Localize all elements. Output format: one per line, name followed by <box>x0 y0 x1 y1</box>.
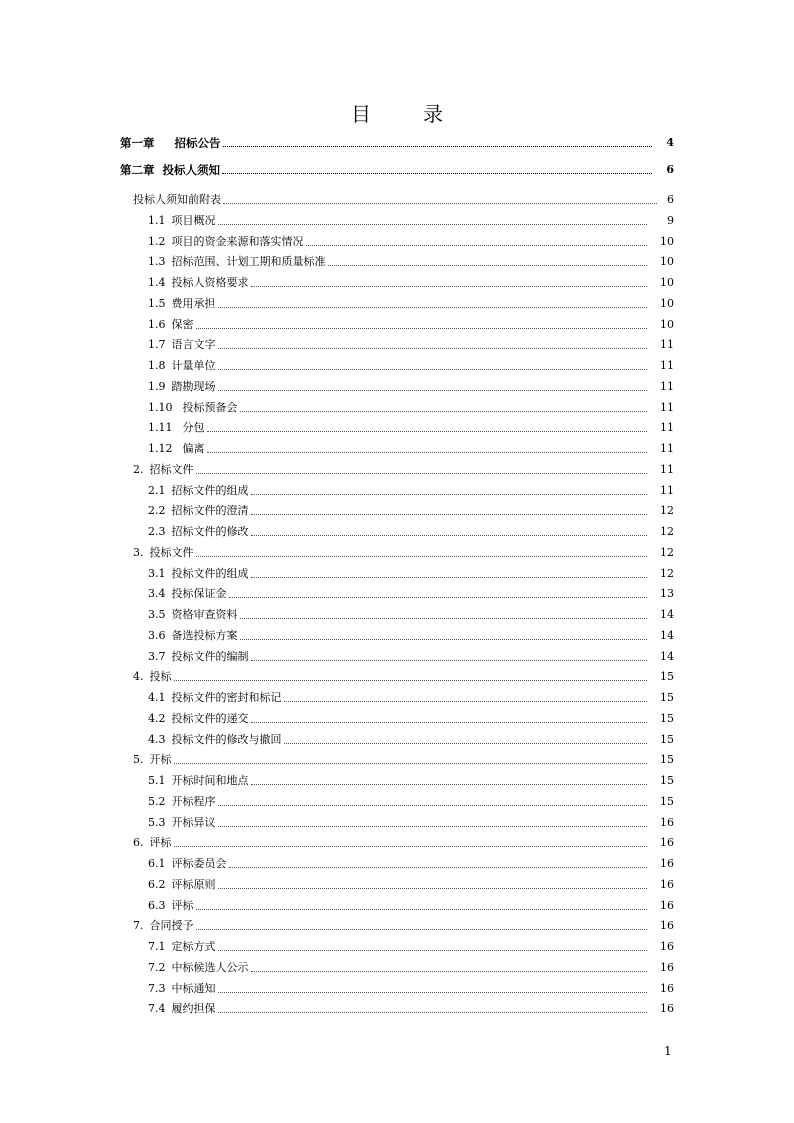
toc-section[interactable] <box>133 753 674 767</box>
entry-number: 3.5 <box>148 608 166 621</box>
entry-number: 1.6 <box>148 318 166 331</box>
entry-heading <box>148 401 240 415</box>
dot-leader <box>196 556 648 557</box>
dot-leader <box>218 369 648 370</box>
chapter-label: 第二章 <box>120 163 155 177</box>
entry-page-number: 12 <box>660 546 674 559</box>
entry-page-number: 10 <box>660 255 674 268</box>
entry-heading <box>148 380 218 394</box>
entry-heading <box>148 774 251 788</box>
entry-heading <box>133 546 196 560</box>
dot-leader <box>218 950 648 951</box>
entry-number: 5.3 <box>148 816 166 829</box>
entry-page-number: 11 <box>660 442 674 455</box>
chapter-page-number: 4 <box>666 136 674 149</box>
entry-page-number: 16 <box>660 836 674 849</box>
dot-leader <box>223 146 653 147</box>
entry-page-number: 6 <box>667 193 674 206</box>
dot-leader <box>229 867 648 868</box>
toc-subsection[interactable] <box>148 899 674 913</box>
entry-number: 4. <box>133 670 144 683</box>
toc-subsection[interactable] <box>148 484 674 498</box>
entry-heading <box>148 255 328 269</box>
entry-title: 评标 <box>149 836 172 849</box>
entry-title: 评标原则 <box>171 878 216 891</box>
entry-heading <box>148 318 196 332</box>
entry-heading <box>148 733 284 747</box>
toc-subsection[interactable] <box>148 712 674 726</box>
toc-subsection[interactable] <box>148 816 674 830</box>
toc-subsection[interactable] <box>148 1002 674 1016</box>
toc-section[interactable] <box>133 836 674 850</box>
dot-leader <box>218 390 648 391</box>
entry-page-number: 16 <box>660 899 674 912</box>
toc-title-left: 目 <box>351 102 371 126</box>
dot-leader <box>251 514 648 515</box>
entry-title: 资格审查资料 <box>171 608 238 621</box>
entry-number: 6. <box>133 836 144 849</box>
entry-title: 开标异议 <box>171 816 216 829</box>
entry-heading <box>148 484 251 498</box>
entry-page-number: 15 <box>660 774 674 787</box>
entry-page-number: 16 <box>660 857 674 870</box>
entry-number: 7.2 <box>148 961 166 974</box>
entry-number: 7.3 <box>148 982 166 995</box>
dot-leader <box>240 411 648 412</box>
entry-title: 投标保证金 <box>171 587 227 600</box>
dot-leader <box>174 846 648 847</box>
entry-number: 1.3 <box>148 255 166 268</box>
entry-title: 投标文件的组成 <box>171 567 249 580</box>
dot-leader <box>196 473 648 474</box>
dot-leader <box>196 909 648 910</box>
entry-page-number: 15 <box>660 691 674 704</box>
toc-subsection[interactable] <box>148 380 674 394</box>
toc-subsection[interactable] <box>148 318 674 332</box>
toc-section[interactable] <box>133 919 674 933</box>
entry-number: 6.2 <box>148 878 166 891</box>
entry-heading <box>148 567 251 581</box>
toc-subsection[interactable] <box>148 961 674 975</box>
entry-heading <box>148 214 218 228</box>
entry-number: 5.1 <box>148 774 166 787</box>
entry-number: 7. <box>133 919 144 932</box>
toc-title-right: 录 <box>423 102 443 126</box>
dot-leader <box>240 618 648 619</box>
entry-page-number: 13 <box>660 587 674 600</box>
toc-section[interactable] <box>133 463 674 477</box>
toc-subsection[interactable] <box>148 940 674 954</box>
entry-heading <box>148 297 218 311</box>
toc-subsection[interactable] <box>148 629 674 643</box>
entry-heading <box>148 525 251 539</box>
entry-heading <box>148 961 251 975</box>
entry-page-number: 14 <box>660 650 674 663</box>
entry-title: 计量单位 <box>171 359 216 372</box>
dot-leader <box>284 743 648 744</box>
entry-page-number: 11 <box>660 380 674 393</box>
entry-number: 1.10 <box>148 401 173 414</box>
entry-title: 项目概况 <box>171 214 216 227</box>
entry-heading <box>133 193 223 207</box>
entry-number: 4.1 <box>148 691 166 704</box>
toc-subsection[interactable] <box>148 650 674 664</box>
chapter-label: 第一章 <box>120 136 155 150</box>
entry-page-number: 10 <box>660 235 674 248</box>
toc-subsection[interactable] <box>148 795 674 809</box>
dot-leader <box>218 805 648 806</box>
entry-title: 投标文件的编制 <box>171 650 249 663</box>
dot-leader <box>222 173 652 174</box>
entry-page-number: 16 <box>660 1002 674 1015</box>
entry-heading <box>148 691 284 705</box>
entry-number: 2.1 <box>148 484 166 497</box>
toc-section[interactable] <box>133 670 674 684</box>
entry-page-number: 14 <box>660 608 674 621</box>
dot-leader <box>229 597 648 598</box>
toc-subsection[interactable] <box>148 525 674 539</box>
toc-subsection[interactable] <box>148 504 674 518</box>
entry-page-number: 15 <box>660 733 674 746</box>
toc-subsection[interactable] <box>148 421 674 435</box>
chapter-heading <box>120 163 222 177</box>
entry-page-number: 16 <box>660 878 674 891</box>
entry-title: 招标文件 <box>149 463 194 476</box>
chapter-title: 招标公告 <box>174 136 221 150</box>
entry-page-number: 9 <box>667 214 674 227</box>
entry-heading <box>148 899 196 913</box>
chapter-heading <box>120 136 223 150</box>
toc-subsection[interactable] <box>148 857 674 871</box>
entry-heading <box>148 276 251 290</box>
dot-leader <box>251 286 648 287</box>
entry-page-number: 12 <box>660 504 674 517</box>
entry-number: 3.7 <box>148 650 166 663</box>
entry-heading <box>148 338 218 352</box>
entry-number: 4.3 <box>148 733 166 746</box>
entry-number: 6.1 <box>148 857 166 870</box>
dot-leader <box>218 307 648 308</box>
dot-leader <box>207 452 648 453</box>
entry-number: 1.8 <box>148 359 166 372</box>
toc-subsection[interactable] <box>148 587 674 601</box>
dot-leader <box>218 888 648 889</box>
dot-leader <box>196 328 648 329</box>
toc-subsection[interactable] <box>148 338 674 352</box>
entry-title: 中标通知 <box>171 982 216 995</box>
entry-page-number: 11 <box>660 359 674 372</box>
entry-heading <box>148 816 218 830</box>
entry-heading <box>148 629 240 643</box>
entry-title: 费用承担 <box>171 297 216 310</box>
entry-number: 1.1 <box>148 214 166 227</box>
dot-leader <box>218 1012 648 1013</box>
entry-number: 3.6 <box>148 629 166 642</box>
entry-title: 投标文件的密封和标记 <box>171 691 282 704</box>
dot-leader <box>284 701 648 702</box>
toc-subsection[interactable] <box>148 774 674 788</box>
entry-heading <box>148 982 218 996</box>
dot-leader <box>218 826 648 827</box>
entry-heading <box>148 442 207 456</box>
entry-heading <box>148 235 306 249</box>
entry-number: 6.3 <box>148 899 166 912</box>
entry-title: 中标候选人公示 <box>171 961 249 974</box>
entry-number: 5.2 <box>148 795 166 808</box>
entry-heading <box>148 857 229 871</box>
toc-section[interactable] <box>133 546 674 560</box>
toc-subsection[interactable] <box>148 878 674 892</box>
entry-page-number: 11 <box>660 338 674 351</box>
toc-subsection[interactable] <box>148 401 674 415</box>
entry-page-number: 11 <box>660 401 674 414</box>
entry-title: 投标文件的修改与撤回 <box>171 733 282 746</box>
entry-number: 1.12 <box>148 442 173 455</box>
entry-title: 项目的资金来源和落实情况 <box>171 235 304 248</box>
toc-entry-appendix[interactable] <box>133 193 674 207</box>
entry-title: 投标预备会 <box>182 401 238 414</box>
entry-number: 1.7 <box>148 338 166 351</box>
entry-number: 1.11 <box>148 421 173 434</box>
entry-page-number: 16 <box>660 919 674 932</box>
dot-leader <box>251 577 648 578</box>
entry-heading <box>133 753 174 767</box>
entry-page-number: 16 <box>660 961 674 974</box>
entry-title: 投标文件 <box>149 546 194 559</box>
dot-leader <box>218 992 648 993</box>
entry-title: 备选投标方案 <box>171 629 238 642</box>
entry-number: 3. <box>133 546 144 559</box>
entry-heading <box>133 463 196 477</box>
dot-leader <box>251 722 648 723</box>
entry-heading <box>148 608 240 622</box>
entry-number: 2.3 <box>148 525 166 538</box>
entry-number: 7.4 <box>148 1002 166 1015</box>
entry-page-number: 16 <box>660 940 674 953</box>
dot-leader <box>328 265 648 266</box>
dot-leader <box>207 431 648 432</box>
entry-number: 1.9 <box>148 380 166 393</box>
entry-title: 开标时间和地点 <box>171 774 249 787</box>
entry-number: 7.1 <box>148 940 166 953</box>
entry-page-number: 15 <box>660 753 674 766</box>
entry-number: 1.2 <box>148 235 166 248</box>
entry-page-number: 15 <box>660 712 674 725</box>
toc-subsection[interactable] <box>148 276 674 290</box>
entry-heading <box>133 670 174 684</box>
page-number: 1 <box>664 1044 672 1058</box>
toc-subsection[interactable] <box>148 982 674 996</box>
entry-heading <box>133 919 196 933</box>
entry-heading <box>148 504 251 518</box>
entry-title: 履约担保 <box>171 1002 216 1015</box>
entry-page-number: 16 <box>660 982 674 995</box>
entry-title: 偏离 <box>182 442 205 455</box>
chapter-page-number: 6 <box>666 163 674 176</box>
entry-heading <box>148 878 218 892</box>
entry-title: 分包 <box>182 421 205 434</box>
toc-subsection[interactable] <box>148 235 674 249</box>
entry-title: 招标范围、计划工期和质量标准 <box>171 255 326 268</box>
entry-heading <box>148 421 207 435</box>
entry-heading <box>148 359 218 373</box>
entry-title: 定标方式 <box>171 940 216 953</box>
toc-chapter[interactable] <box>120 136 674 150</box>
dot-leader <box>174 680 648 681</box>
entry-heading <box>133 836 174 850</box>
entry-heading <box>148 587 229 601</box>
entry-title: 评标委员会 <box>171 857 227 870</box>
toc-subsection[interactable] <box>148 608 674 622</box>
entry-number: 3.4 <box>148 587 166 600</box>
entry-title: 合同授予 <box>149 919 194 932</box>
toc-subsection[interactable] <box>148 691 674 705</box>
entry-title: 开标程序 <box>171 795 216 808</box>
dot-leader <box>223 203 657 204</box>
dot-leader <box>196 929 648 930</box>
entry-number: 2. <box>133 463 144 476</box>
entry-number: 5. <box>133 753 144 766</box>
entry-title: 语言文字 <box>171 338 216 351</box>
entry-heading <box>148 795 218 809</box>
dot-leader <box>174 763 648 764</box>
entry-page-number: 15 <box>660 795 674 808</box>
toc-subsection[interactable] <box>148 214 674 228</box>
entry-heading <box>148 940 218 954</box>
dot-leader <box>240 639 648 640</box>
entry-title: 保密 <box>171 318 194 331</box>
dot-leader <box>251 784 648 785</box>
entry-title: 投标人须知前附表 <box>133 193 221 206</box>
entry-page-number: 12 <box>660 525 674 538</box>
toc-subsection[interactable] <box>148 733 674 747</box>
entry-number: 4.2 <box>148 712 166 725</box>
toc-subsection[interactable] <box>148 442 674 456</box>
entry-page-number: 15 <box>660 670 674 683</box>
toc-subsection[interactable] <box>148 567 674 581</box>
entry-heading <box>148 1002 218 1016</box>
entry-title: 招标文件的澄清 <box>171 504 249 517</box>
chapter-title: 投标人须知 <box>162 163 220 177</box>
toc-subsection[interactable] <box>148 359 674 373</box>
dot-leader <box>251 535 648 536</box>
entry-heading <box>148 712 251 726</box>
entry-number: 1.4 <box>148 276 166 289</box>
entry-page-number: 12 <box>660 567 674 580</box>
entry-number: 2.2 <box>148 504 166 517</box>
entry-page-number: 10 <box>660 276 674 289</box>
toc-chapter[interactable] <box>120 163 674 177</box>
entry-page-number: 10 <box>660 297 674 310</box>
entry-number: 1.5 <box>148 297 166 310</box>
entry-page-number: 16 <box>660 816 674 829</box>
toc-subsection[interactable] <box>148 255 674 269</box>
entry-title: 开标 <box>149 753 172 766</box>
entry-title: 投标 <box>149 670 172 683</box>
entry-title: 招标文件的组成 <box>171 484 249 497</box>
entry-page-number: 10 <box>660 318 674 331</box>
dot-leader <box>251 660 648 661</box>
entry-title: 评标 <box>171 899 194 912</box>
dot-leader <box>218 224 648 225</box>
entry-page-number: 11 <box>660 463 674 476</box>
toc-subsection[interactable] <box>148 297 674 311</box>
entry-page-number: 14 <box>660 629 674 642</box>
entry-page-number: 11 <box>660 484 674 497</box>
entry-heading <box>148 650 251 664</box>
entry-number: 3.1 <box>148 567 166 580</box>
dot-leader <box>251 494 648 495</box>
dot-leader <box>306 245 648 246</box>
entry-title: 招标文件的修改 <box>171 525 249 538</box>
dot-leader <box>251 971 648 972</box>
entry-title: 踏勘现场 <box>171 380 216 393</box>
entry-title: 投标人资格要求 <box>171 276 249 289</box>
dot-leader <box>218 348 648 349</box>
entry-page-number: 11 <box>660 421 674 434</box>
entry-title: 投标文件的递交 <box>171 712 249 725</box>
